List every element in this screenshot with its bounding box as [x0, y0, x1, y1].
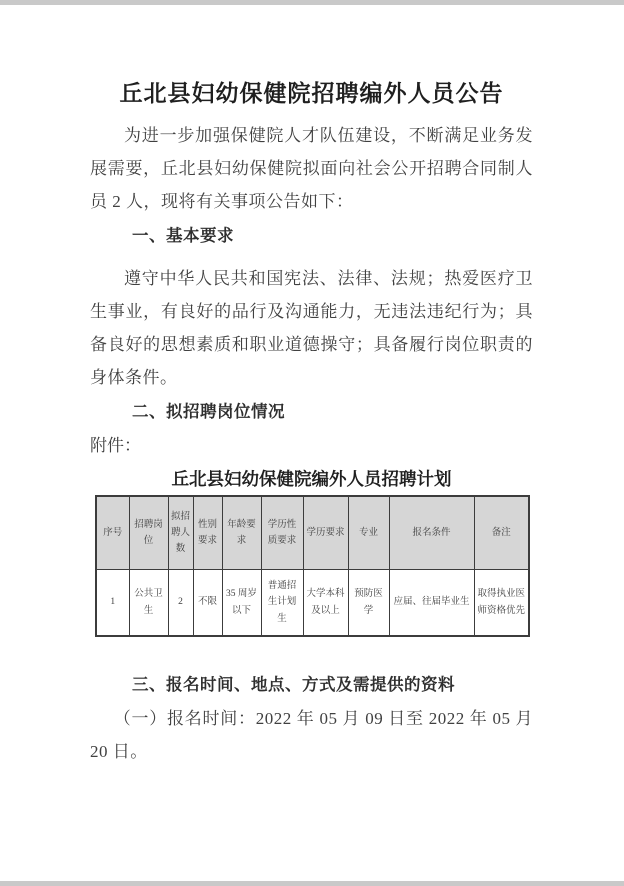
section-3-heading: 三、报名时间、地点、方式及需提供的资料 [132, 676, 455, 694]
section-1-heading: 一、基本要求 [132, 227, 234, 245]
cell-notes: 取得执业医师资格优先 [474, 570, 529, 637]
cell-education: 大学本科及以上 [303, 570, 348, 637]
col-header-education: 学历要求 [303, 496, 348, 570]
page-bottom-edge [0, 881, 624, 886]
cell-major: 预防医学 [348, 570, 389, 637]
col-header-position: 招聘岗位 [129, 496, 168, 570]
document-content [90, 0, 533, 768]
col-header-age: 年龄要求 [222, 496, 261, 570]
cell-gender: 不限 [193, 570, 222, 637]
col-header-conditions: 报名条件 [389, 496, 474, 570]
col-header-notes: 备注 [474, 496, 529, 570]
table-header-row [96, 496, 529, 570]
section-1-body: 遵守中华人民共和国宪法、法律、法规；热爱医疗卫生事业，有良好的品行及沟通能力，无违法违纪行为；具备良好的思想素质和职业道德操守；具备履行岗位职责的身体条件。 [90, 269, 533, 387]
col-header-gender: 性别要求 [193, 496, 222, 570]
attachment-label: 附件： [90, 436, 141, 455]
table-row [96, 570, 529, 637]
cell-age: 35 周岁以下 [222, 570, 261, 637]
table-title: 丘北县妇幼保健院编外人员招聘计划 [171, 469, 452, 489]
col-header-major: 专业 [348, 496, 389, 570]
section-2-heading: 二、拟招聘岗位情况 [132, 403, 285, 421]
cell-serial: 1 [96, 570, 129, 637]
section-3-body: （一）报名时间：2022 年 05 月 09 日至 2022 年 05 月 20 日。 [90, 709, 533, 761]
cell-conditions: 应届、往届毕业生 [389, 570, 474, 637]
intro-paragraph: 为进一步加强保健院人才队伍建设，不断满足业务发展需要，丘北县妇幼保健院拟面向社会公开招聘合同制人员 2 人，现将有关事项公告如下： [90, 126, 533, 211]
col-header-serial: 序号 [96, 496, 129, 570]
cell-education-type: 普通招生计划生 [261, 570, 303, 637]
col-header-education-type: 学历性质要求 [261, 496, 303, 570]
col-header-headcount: 拟招聘人数 [168, 496, 193, 570]
cell-headcount: 2 [168, 570, 193, 637]
cell-position: 公共卫生 [129, 570, 168, 637]
recruitment-plan-table [95, 495, 530, 637]
document-title: 丘北县妇幼保健院招聘编外人员公告 [119, 80, 504, 106]
